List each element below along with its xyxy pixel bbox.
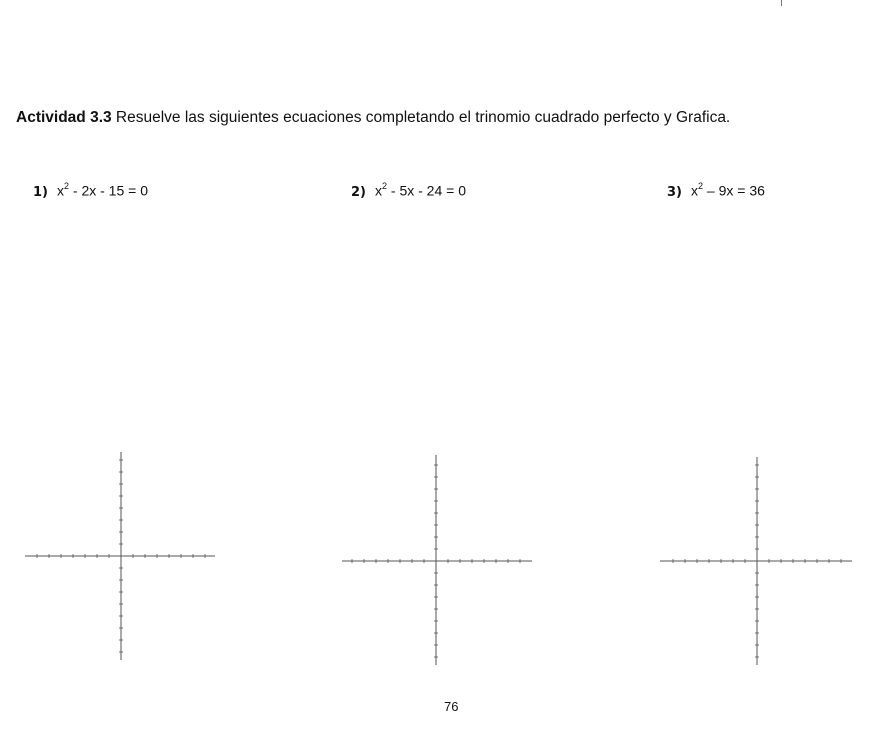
- page-edge-mark: [781, 0, 782, 6]
- equation-exponent: 2: [64, 181, 70, 191]
- page-number: 76: [444, 699, 459, 714]
- problem-number: 3): [667, 184, 682, 200]
- graph-axes-3: [660, 457, 852, 665]
- activity-instruction: Resuelve las siguientes ecuaciones completando el trinomio cuadrado perfecto y Grafica.: [111, 109, 731, 126]
- equation-variable: x: [691, 182, 698, 199]
- activity-title: [16, 109, 730, 127]
- problem-3: [667, 182, 765, 200]
- problem-1: [33, 182, 148, 200]
- problem-number: 1): [33, 184, 48, 200]
- equation-variable: x: [375, 182, 382, 199]
- problem-2: [351, 182, 466, 200]
- equation-rest: – 9x = 36: [703, 182, 765, 199]
- equation-rest: - 2x - 15 = 0: [69, 182, 148, 199]
- activity-label: Actividad 3.3: [16, 109, 112, 126]
- equation-exponent: 2: [698, 181, 704, 191]
- equation-variable: x: [57, 182, 64, 199]
- equation-exponent: 2: [382, 181, 388, 191]
- graph-axes-1: [25, 452, 215, 660]
- problem-number: 2): [351, 184, 366, 200]
- graph-axes-2: [342, 455, 532, 665]
- equation-rest: - 5x - 24 = 0: [387, 182, 466, 199]
